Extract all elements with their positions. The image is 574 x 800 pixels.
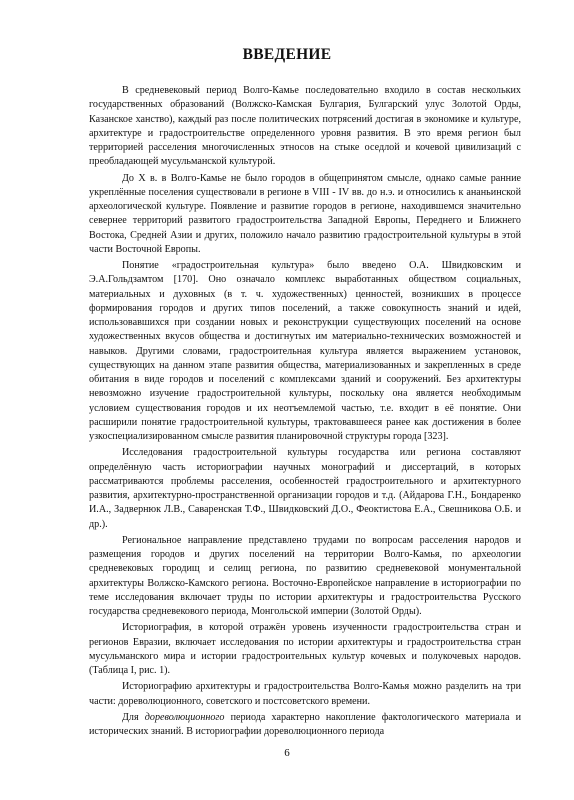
paragraph-5: Региональное направление представлено трудами по вопросам расселения народов и размещения городов и других поселений на территории Волго-Камья, по археологии средневековых городищ и селищ региона, по развитию средневековой монументальной архитектуры Волжско-Камского региона. Восточно-Европейское направление в историографии по теме исследования включает труды по истории архитектуры и градостроительства Русского государства средневекового периода, Монгольской империи (Золотой Орды). xyxy=(89,534,521,617)
paragraph-2: До X в. в Волго-Камье не было городов в общепринятом смысле, однако самые ранние укреплённые поселения существовали в регионе в VIII - IV вв. до н.э. и относились к ананьинской археологической культуре. Появление и развитие городов в регионе, находившемся значительно севернее территорий развитого градостроительства Западной Европы, Переднего и Ближнего Востока, Средней Азии и других, положило начало развитию градостроительной культуры в этой части Восточной Европы. xyxy=(89,172,521,255)
paragraph-8 xyxy=(89,711,521,740)
paragraph-6: Историография, в которой отражён уровень изученности градостроительства стран и регионов Евразии, включает исследования по истории архитектуры и градостроительства стран мусульманского мира и истории градостроительных культур кочевых и полукочевых народов. (Таблица I, рис. 1). xyxy=(89,622,521,676)
page-number: 6 xyxy=(284,747,290,759)
paragraph-3: Понятие «градостроительная культура» было введено О.А. Швидковским и Э.А.Гольдзамтом [170]. Оно означало комплекс выработанных обществом социальных, материальных и духовных (в т. ч. художественных) ценностей, возникших в процессе формирования городов и других типов поселений, а также совокупность знаний и идей, использовавшихся при создании новых и реконструкции существующих поселений на основе художественных вкусов общества и достигнутых им материально-технических возможностей и навыков. Другими словами, градостроительная культура является выражением установок, существующих на данном этапе развития общества, материализованных и закрепленных в среде обитания в виде городов и поселений с комплексами зданий и сооружений. Без архитектуры невозможно изучение градостроительной культуры, поскольку она является необходимым условием существования городов и их неотъемлемой частью, т.е. входит в её понятие. Они расширили понятие градостроительной культуры, трактовавшееся ранее как достижения в более узкоспециализированном смысле развития планировочной структуры города [323]. xyxy=(89,260,521,442)
body-text xyxy=(89,84,521,739)
paragraph-4: Исследования градостроительной культуры государства или региона составляют определённую часть историографии научных монографий и диссертаций, в которых рассматриваются проблемы расселения, особенностей градостроительного и архитектурного развития, архитектурно-пространственной организации городов и т.д. (Айдарова Г.Н., Бондаренко И.А., Задвернюк Л.В., Саваренская Т.Ф., Швидковский Д.О., Феоктистова Е.А., Свешникова О.Б. и др.). xyxy=(89,447,521,530)
paragraph-8-lead: Для xyxy=(122,711,145,723)
paragraph-1: В средневековый период Волго-Камье последовательно входило в состав нескольких государственных образований (Волжско-Камская Булгария, Булгарский улус Золотой Орды, Казанское ханство), каждый раз после политических потрясений достигая в экономике и культуре, архитектуре и градостроительстве определенного уровня развития. В это время регион был территорией расселения многочисленных этносов на стыке оседлой и кочевой цивилизаций с преобладающей мусульманской культурой. xyxy=(89,85,521,168)
paragraph-8-rest: периода характерно накопление фактологического материала и исторических знаний. В историографии дореволюционного периода xyxy=(89,711,521,737)
page-title: ВВЕДЕНИЕ xyxy=(242,46,332,63)
paragraph-7: Историографию архитектуры и градостроительства Волго-Камья можно разделить на три части: дореволюционного, советского и постсоветского времени. xyxy=(89,681,521,707)
paragraph-8-emphasis: дореволюционного xyxy=(144,711,225,723)
